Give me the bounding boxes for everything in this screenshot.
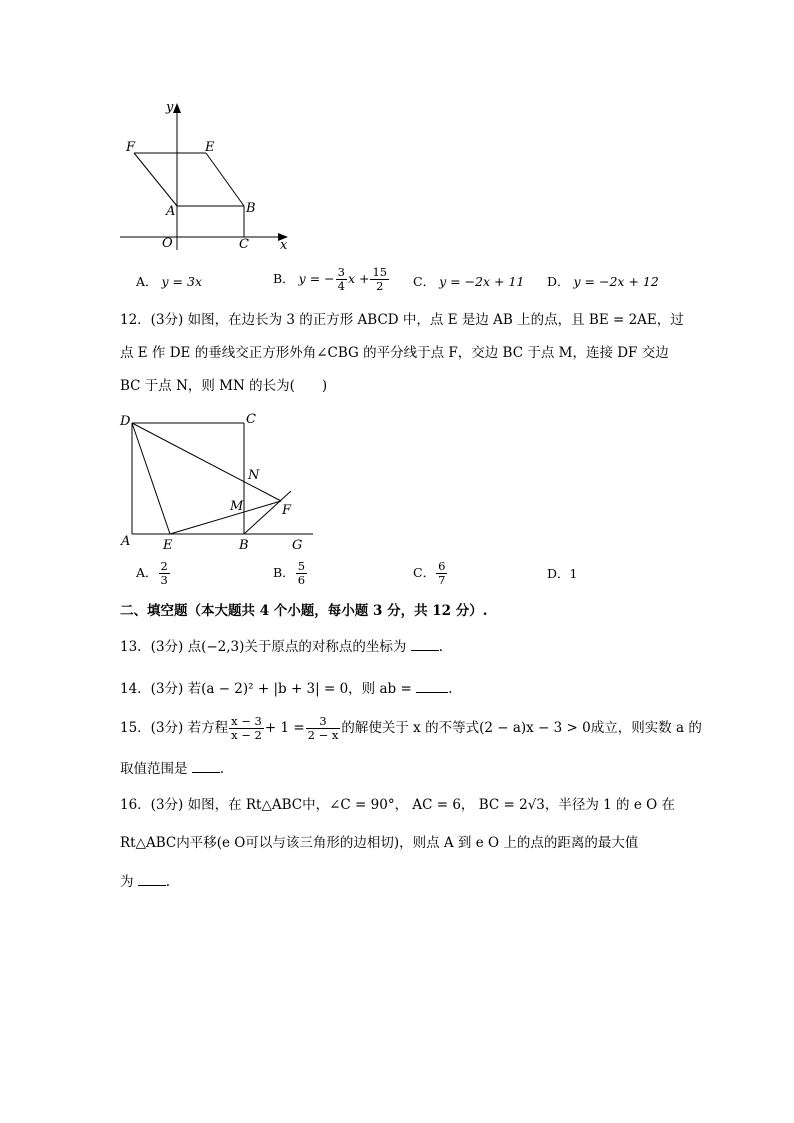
label-c: C	[239, 237, 249, 252]
q12-option-a: A． $\frac{2}{3}$	[136, 559, 168, 587]
label-d: D	[120, 414, 131, 429]
label-m: M	[230, 499, 244, 514]
question-16-line-2: Rt△ABC内平移(e O可以与该三角形的边相切)，则点 A 到 e O 上的点的距离的最大值	[120, 835, 639, 851]
question-14: 14．(3分) 若(a − 2)² + |b + 3| = 0，则 ab = .	[120, 681, 453, 697]
q11-option-a: A． y = 3x	[136, 274, 203, 289]
segment-ef	[170, 501, 281, 534]
fraction-x-3-over-x-2: $\frac{x - 3}{x - 2}$	[231, 714, 262, 742]
fraction-15-2: $\frac{15}{2}$	[372, 265, 388, 293]
q12-line-1: 12．(3分) 如图，在边长为 3 的正方形 ABCD 中，点 E 是边 AB 上的点，且 BE = 2AE，过	[120, 312, 684, 328]
question-16-line-1: 16．(3分) 如图，在 Rt△ABC中，∠C = 90°， AC = 6， BC = 2√3，半径为 1 的 e O 在	[120, 797, 675, 813]
fraction-5-6: $\frac{5}{6}$	[297, 559, 306, 587]
label-n: N	[248, 468, 260, 483]
label-o: O	[162, 236, 173, 251]
answer-blank-13	[411, 637, 439, 651]
label-b: B	[239, 538, 249, 553]
fraction-3-4: $\frac{3}{4}$	[337, 265, 345, 293]
fraction-6-7: $\frac{6}{7}$	[438, 559, 446, 587]
label-a: A	[166, 204, 176, 219]
label-c: C	[246, 412, 256, 427]
answer-blank-16	[138, 872, 166, 886]
y-axis-arrow	[173, 103, 181, 113]
question-15-line-1: 15．(3分) 若方程 $\frac{x - 3}{x - 2}$ + 1 = $\frac{3}{2 - x}$ 的解使关于 x 的不等式(2 − a)x − 3 > 0成立，则实数 a 的	[120, 714, 702, 742]
q12-line-3: BC 于点 N，则 MN 的长为( )	[120, 378, 328, 394]
segment-af	[134, 153, 177, 206]
answer-blank-15	[192, 759, 220, 773]
segment-eb	[206, 153, 244, 206]
label-g: G	[292, 538, 303, 553]
figure-11-coordinate-diagram	[110, 95, 300, 255]
fraction-3-over-2-x: $\frac{3}{2 - x}$	[307, 714, 339, 742]
answer-blank-14	[416, 679, 448, 693]
label-e: E	[163, 538, 173, 553]
question-13: 13．(3分) 点(−2,3)关于原点的对称点的坐标为 .	[120, 639, 444, 655]
section-2-heading: 二、填空题（本大题共 4 个小题，每小题 3 分，共 12 分）.	[120, 603, 488, 619]
label-a: A	[121, 534, 131, 549]
question-15-line-2: 取值范围是 .	[120, 761, 225, 777]
q12-option-b: B． $\frac{5}{6}$	[273, 559, 306, 587]
q12-line-2: 点 E 作 DE 的垂线交正方形外角∠CBG 的平分线于点 F，交边 BC 于点 M，连接 DF 交边	[120, 345, 669, 361]
label-f: F	[282, 503, 292, 518]
label-x: x	[280, 238, 288, 253]
q12-option-d: D．1	[547, 566, 578, 581]
label-y: y	[166, 100, 174, 115]
fraction-2-3: $\frac{2}{3}$	[160, 559, 168, 587]
q11-option-c: C． y = −2x + 11	[413, 274, 525, 289]
label-f: F	[126, 140, 136, 155]
label-e: E	[205, 140, 215, 155]
label-b: B	[246, 201, 256, 216]
q12-option-c: C． $\frac{6}{7}$	[413, 559, 446, 587]
question-16-line-3: 为 .	[120, 874, 171, 890]
figure-12-square-diagram	[115, 408, 320, 554]
q11-option-b: B． y = − $\frac{3}{4}$ x + $\frac{15}{2}$	[273, 265, 388, 293]
q11-option-d: D． y = −2x + 12	[547, 274, 659, 289]
